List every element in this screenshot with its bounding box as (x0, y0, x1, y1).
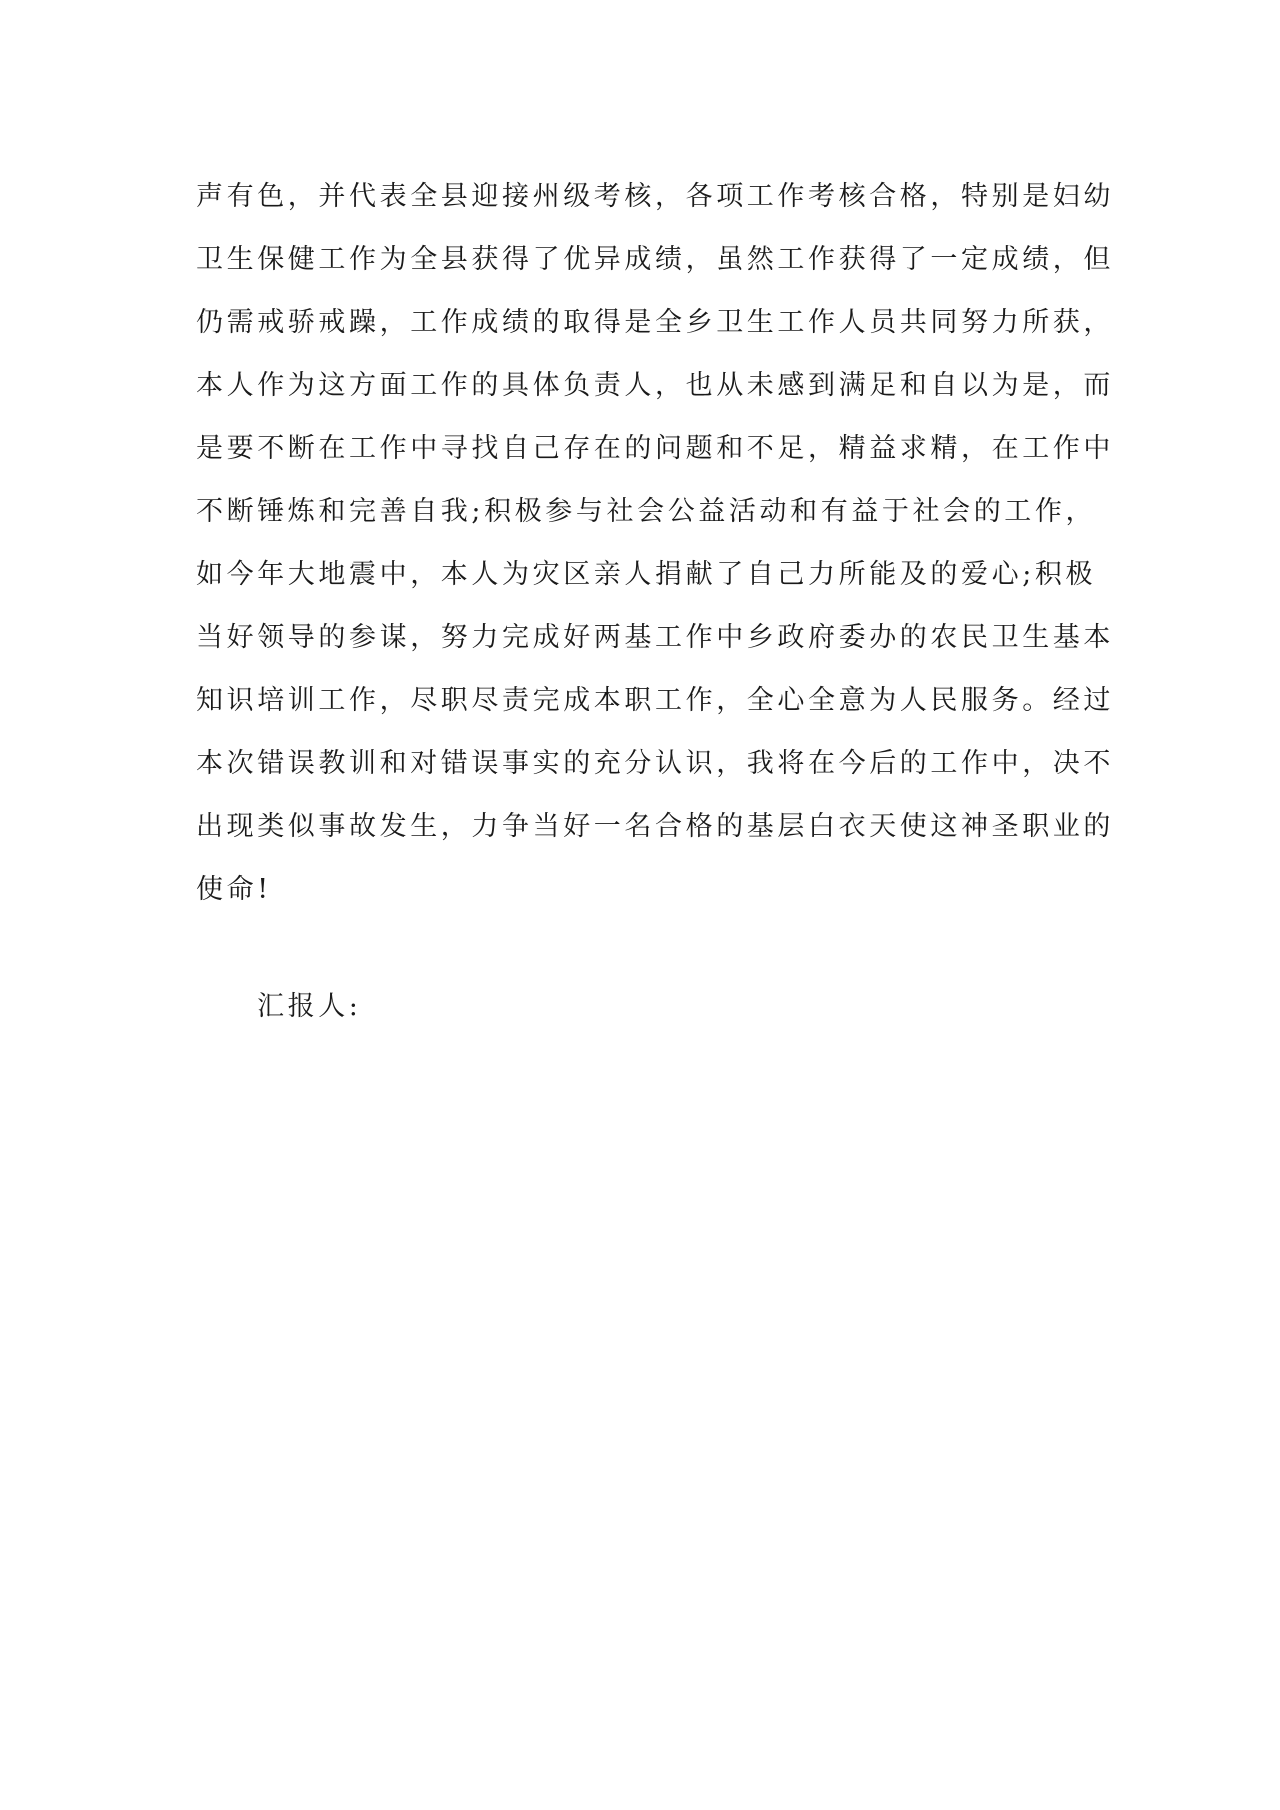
paragraph-line: 知识培训工作，尽职尽责完成本职工作，全心全意为人民服务。经过 (196, 685, 1114, 716)
paragraph-line: 仍需戒骄戒躁，工作成绩的取得是全乡卫生工作人员共同努力所获， (196, 307, 1114, 338)
paragraph-line: 本次错误教训和对错误事实的充分认识，我将在今后的工作中，决不 (196, 748, 1114, 779)
report-body (196, 165, 1114, 921)
paragraph-line: 出现类似事故发生，力争当好一名合格的基层白衣天使这神圣职业的 (196, 811, 1114, 842)
paragraph-line: 卫生保健工作为全县获得了优异成绩，虽然工作获得了一定成绩，但 (196, 244, 1114, 275)
paragraph-line: 本人作为这方面工作的具体负责人，也从未感到满足和自以为是，而 (196, 370, 1114, 401)
paragraph-line: 当好领导的参谋，努力完成好两基工作中乡政府委办的农民卫生基本 (196, 622, 1114, 653)
paragraph-line: 不断锤炼和完善自我;积极参与社会公益活动和有益于社会的工作， (196, 496, 1097, 527)
paragraph-line: 如今年大地震中，本人为灾区亲人捐献了自己力所能及的爱心;积极 (196, 559, 1097, 590)
signature-label: 汇报人: (257, 991, 362, 1022)
paragraph-line: 是要不断在工作中寻找自己存在的问题和不足，精益求精，在工作中 (196, 433, 1114, 464)
paragraph-line: 声有色，并代表全县迎接州级考核，各项工作考核合格，特别是妇幼 (196, 181, 1114, 212)
paragraph-line: 使命! (196, 874, 272, 905)
